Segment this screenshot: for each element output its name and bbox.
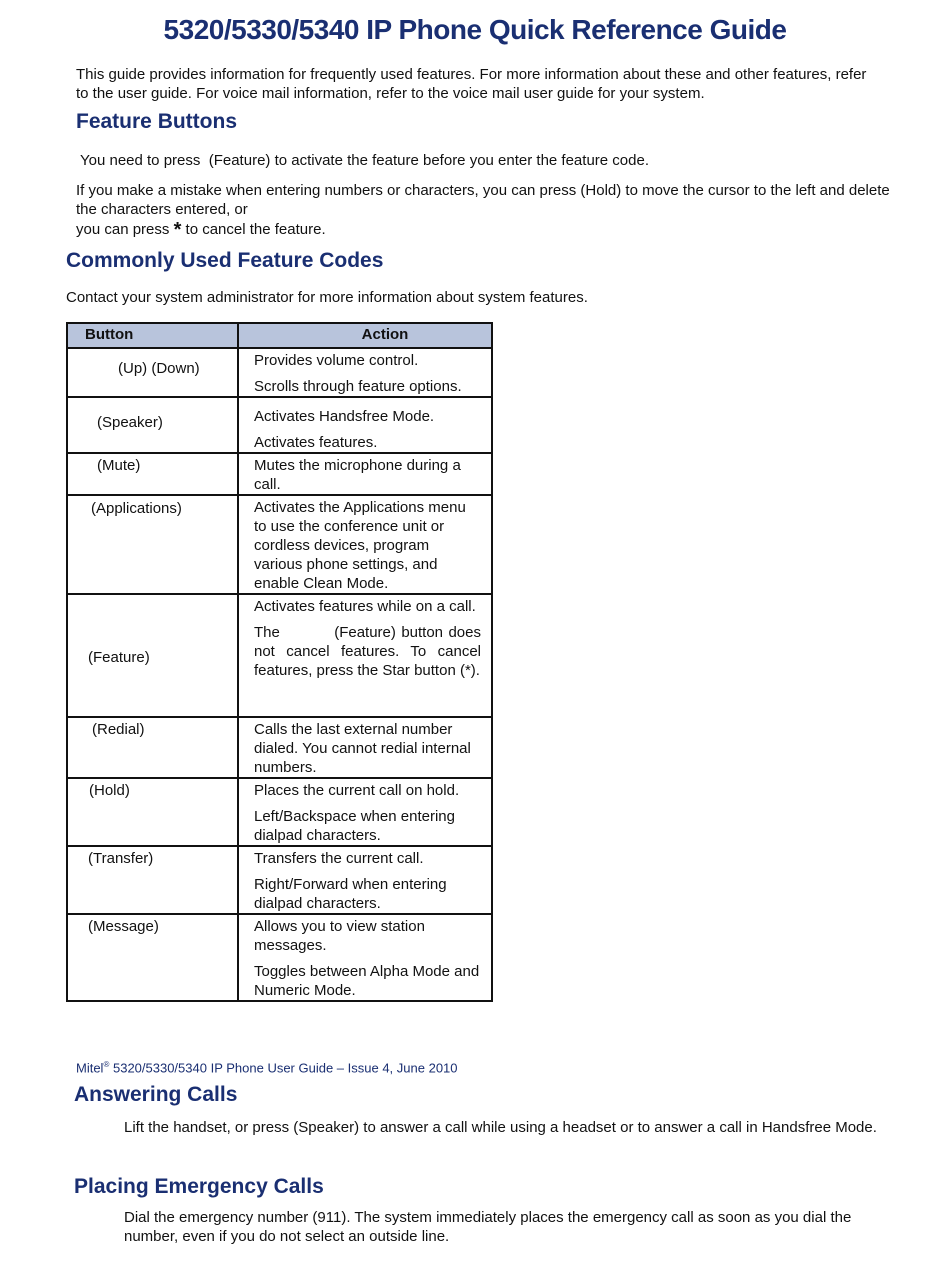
button-cell-message: (Message) bbox=[67, 914, 238, 1001]
action-text: Activates features. bbox=[254, 434, 378, 451]
action-text: Transfers the current call. bbox=[254, 850, 424, 867]
button-cell-hold: (Hold) bbox=[67, 778, 238, 846]
document-footer bbox=[76, 1060, 458, 1075]
action-cell bbox=[238, 397, 492, 453]
action-cell bbox=[238, 717, 492, 778]
table-row bbox=[67, 914, 492, 1001]
button-cell-up-down: (Up) (Down) bbox=[67, 348, 238, 397]
admin-note: Contact your system administrator for more information about system features. bbox=[66, 289, 588, 306]
button-cell-mute: (Mute) bbox=[67, 453, 238, 495]
action-text: The (Feature) button does not cancel features. To cancel features, press the Star button (*). bbox=[254, 624, 486, 679]
action-cell bbox=[238, 846, 492, 914]
action-text: Places the current call on hold. bbox=[254, 782, 460, 799]
column-header-button: Button bbox=[67, 323, 238, 348]
table-row bbox=[67, 846, 492, 914]
action-cell bbox=[238, 914, 492, 1001]
column-header-action: Action bbox=[238, 323, 492, 348]
table-row bbox=[67, 717, 492, 778]
table-header-row bbox=[67, 323, 492, 348]
table-row bbox=[67, 495, 492, 594]
button-cell-speaker: (Speaker) bbox=[67, 397, 238, 453]
answering-calls-text: Lift the handset, or press (Speaker) to answer a call while using a headset or to answer a call in Handsfree Mode. bbox=[124, 1119, 877, 1136]
action-cell bbox=[238, 594, 492, 717]
common-codes-heading: Commonly Used Feature Codes bbox=[66, 249, 384, 272]
button-cell-applications: (Applications) bbox=[67, 495, 238, 594]
feature-press-text-b: (Feature) to activate the feature before you enter the feature code. bbox=[208, 152, 649, 169]
answering-calls-heading: Answering Calls bbox=[74, 1083, 238, 1106]
cancel-text-b: to cancel the feature. bbox=[185, 221, 326, 238]
button-cell-transfer: (Transfer) bbox=[67, 846, 238, 914]
emergency-calls-text: Dial the emergency number (911). The system immediately places the emergency call as soon as you dial the number, even if you do not select an outside line. bbox=[124, 1209, 852, 1245]
feature-press-text-a: You need to press bbox=[80, 152, 201, 169]
action-text: Scrolls through feature options. bbox=[254, 378, 462, 395]
button-cell-redial: (Redial) bbox=[67, 717, 238, 778]
mistake-text-line1: If you make a mistake when entering numbers or characters, you can press (Hold) to move the cursor to the left and delete the characters entered, or bbox=[76, 182, 890, 218]
button-cell-feature: (Feature) bbox=[67, 594, 238, 717]
action-text: Left/Backspace when entering dialpad characters. bbox=[254, 808, 455, 844]
page-title: 5320/5330/5340 IP Phone Quick Reference Guide bbox=[163, 14, 787, 45]
action-text: Calls the last external number dialed. You cannot redial internal numbers. bbox=[254, 721, 471, 776]
mistake-paragraph bbox=[76, 181, 896, 239]
action-cell bbox=[238, 778, 492, 846]
cancel-text-a: you can press bbox=[76, 221, 170, 238]
table-row bbox=[67, 348, 492, 397]
action-cell bbox=[238, 495, 492, 594]
action-text: Right/Forward when entering dialpad characters. bbox=[254, 876, 447, 912]
feature-buttons-heading: Feature Buttons bbox=[76, 110, 238, 133]
emergency-calls-heading: Placing Emergency Calls bbox=[74, 1175, 324, 1198]
footer-text: 5320/5330/5340 IP Phone User Guide – Issue 4, June 2010 bbox=[112, 1060, 458, 1076]
table-row bbox=[67, 594, 492, 717]
cancel-line bbox=[76, 219, 896, 239]
action-cell bbox=[238, 453, 492, 495]
feature-press-paragraph bbox=[80, 151, 900, 170]
feature-codes-table bbox=[66, 322, 493, 1002]
table-row bbox=[67, 778, 492, 846]
action-text: Provides volume control. bbox=[254, 352, 419, 369]
registered-mark: ® bbox=[103, 1060, 110, 1069]
table-row bbox=[67, 453, 492, 495]
intro-paragraph: This guide provides information for frequently used features. For more information about these and other features, refer to the user guide. For voice mail information, refer to the voice mail user guide for your system. bbox=[76, 66, 867, 102]
star-key-icon: * bbox=[173, 219, 182, 241]
table-row bbox=[67, 397, 492, 453]
footer-brand: Mitel bbox=[76, 1060, 104, 1076]
action-text: Mutes the microphone during a call. bbox=[254, 457, 461, 493]
action-text: Activates the Applications menu to use the conference unit or cordless devices, program various phone settings, and enable Clean Mode. bbox=[254, 499, 466, 592]
action-text: Activates Handsfree Mode. bbox=[254, 408, 435, 425]
action-cell bbox=[238, 348, 492, 397]
action-text: Toggles between Alpha Mode and Numeric Mode. bbox=[254, 963, 480, 999]
action-text: Allows you to view station messages. bbox=[254, 918, 425, 954]
action-text: Activates features while on a call. bbox=[254, 598, 476, 615]
